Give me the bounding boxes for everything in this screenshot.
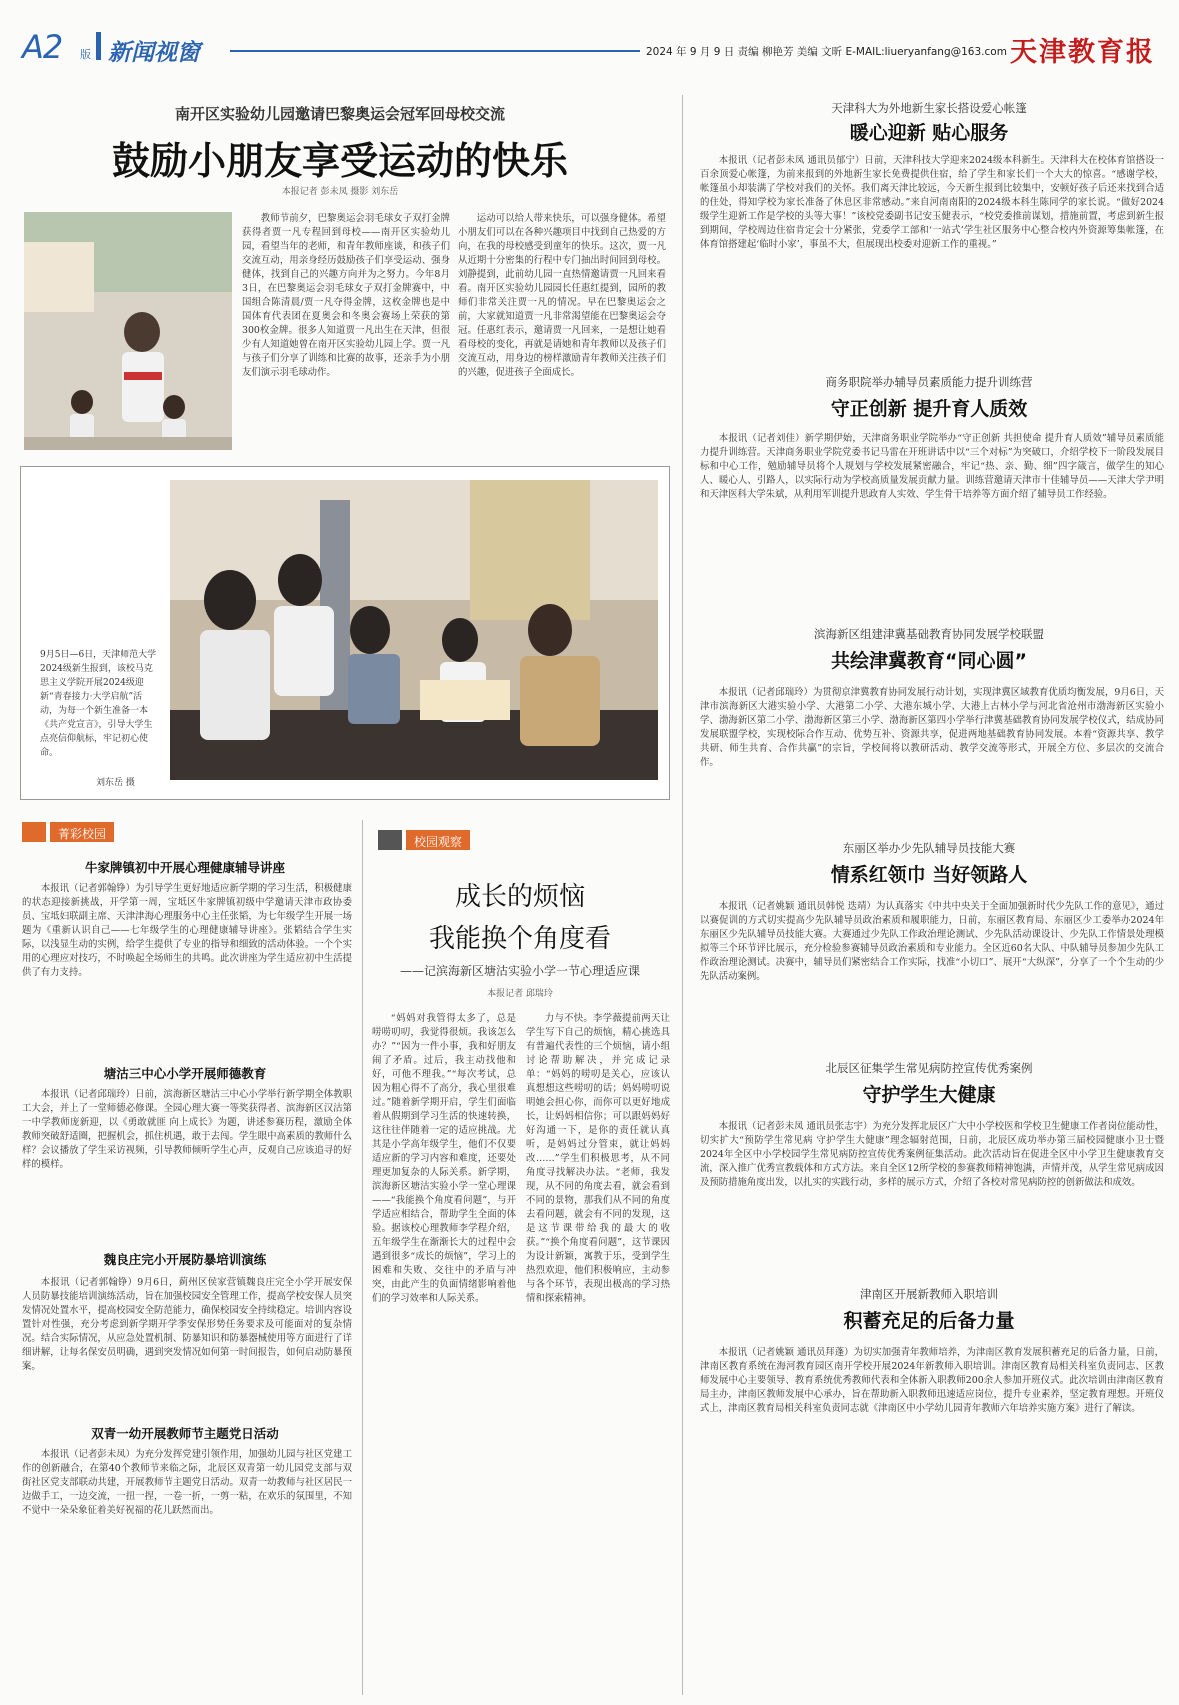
left-item-4-body: 本报讯（记者彭未凤）为充分发挥党建引领作用，加强幼儿园与社区党建工作的创新融合，在第40个教师节来临之际，北辰区双青第一幼儿园党支部与双街社区党支部联动共建，开展教师节主题党日活动。双青一幼教师与社区居民一边做手工，一边交流，一扭一捏，一卷一折，一剪一粘，在欢乐的氛围里，不知不觉中一朵朵象征着美好祝福的花儿跃然而出。 [22, 1449, 352, 1516]
campus-section-tag: 菁彩校园 [50, 822, 114, 842]
right-item-5-body: 本报讯（记者彭未凤 通讯员张志宇）为充分发挥北辰区广大中小学校医和学校卫生健康工作者岗位能动性，切实扩大“预防学生常见病 守护学生大健康”理念辐射范围，日前，北辰区成功举办第三届校园健康小卫士暨2024年全区中小学校园学生常见病防控宣传优秀案例征集活动。此次活动旨在促进全区中小学卫生健康教育交流，深入推广优秀宣教载体和方式方法。来自全区12所学校的参赛教师精神饱满，声情并茂，从学生常见病成因及预防措施角度出发，以扎实的实践行动，多样的展示方式，介绍了各校对常见病防控的创新做法和成效。 [700, 1121, 1164, 1188]
right-item-1-body: 本报讯（记者彭未凤 通讯员郁宁）日前，天津科技大学迎来2024级本科新生。天津科大在校体育馆搭设一百余顶爱心帐篷，为前来报到的外地新生家长免费提供住宿，给了学生和家长们一个大大的惊喜。“感谢学校，帐篷虽小却装满了学校对我们的关怀。我们离天津比较远，今天新生报到比较集中，安顿好孩子后还来找到合适的住处，得知学校为家长准备了休息区非常感动。”来自河南南阳的2024级本科生陈同学的家长说。“做好2024级学生迎新工作是学校的头等大事！”该校党委副书记安玉健表示，“校党委推前谋划，措施前置，考虑到新生报到期间，学校周边住宿肯定会十分紧张，党委学工部和‘一站式’学生社区服务中心整合校内外资源筹集帐篷，在体育馆搭建起‘临时小家’，事虽不大，但展现出校委对迎新工作的重视。” [700, 155, 1164, 250]
left-item-1-title: 牛家牌镇初中开展心理健康辅导讲座 [84, 860, 285, 875]
lead-photo [24, 212, 232, 450]
photo-credit: 刘东岳 摄 [96, 778, 135, 788]
photo-caption: 9月5日—6日，天津师范大学2024级新生报到，该校马克思主义学院开展2024级迎新“青春接力·大学启航”活动，为每一个新生准备一本《共产党宣言》，引导大学生点亮信仰航标，牢记初心使命。 [40, 650, 157, 758]
left-item-2-title: 塘沽三中心小学开展师德教育 [103, 1066, 267, 1081]
right-item-4-title: 情系红领巾 当好领路人 [830, 864, 1028, 886]
right-item-3-body: 本报讯（记者邱瑞玲）为贯彻京津冀教育协同发展行动计划，实现津冀区域教育优质均衡发展，9月6日，天津市滨海新区大港实验小学、大港第二小学、大港东城小学、大港上古林小学与河北省沧州市渤海新区实验小学、渤海新区第二小学、渤海新区第三小学、渤海新区第四小学举行津冀基础教育协同发展学校仪式，结成协同发展联盟学校，实现校际合作互动、优势互补、资源共享，促进两地基础教育协同发展。本着“资源共享、教学共研、师生共育、合作共赢”的宗旨，学校间将以教研活动、教学交流等形式，开展全方位、多层次的交流合作。 [700, 687, 1164, 768]
left-item-1-body: 本报讯（记者郭翰铮）为引导学生更好地适应新学期的学习生活，积极健康的状态迎接新挑战，开学第一周，宝坻区牛家牌镇初级中学邀请天津市政协委员、宝坻妇联副主席、天津津海心理服务中心主任张韬，为七年级学生开展一场题为《重新认识自己——七年级学生的心理健康辅导讲座》。张韬结合学生实际，以浅显生动的实例，给学生提供了专业的指导和细致的活动体验。一个个实用的心理应对技巧，不时唤起全场师生的共鸣。此次讲座为学生适应初中生活提供了有力支持。 [22, 883, 352, 978]
newspaper-logo: 天津教育报 [1010, 37, 1155, 68]
mid-byline: 本报记者 邱瑞玲 [487, 989, 553, 999]
right-item-5-title: 守护学生大健康 [862, 1084, 996, 1106]
observe-section-tag: 校园观察 [406, 830, 470, 850]
right-item-1-title: 暖心迎新 贴心服务 [849, 122, 1009, 144]
mid-column-1: “妈妈对我管得太多了，总是唠唠叨叨，我觉得很烦。我该怎么办？”“因为一件小事，我和好朋友闹了矛盾。过后，我主动找他和好，可他不理我。”“每次考试，总因为粗心得不了高分，我心里很难过。”随着新学期开启，学生们面临着从假期到学习生活的快速转换，这往往伴随着一定的适应挑战。尤其是小学高年级学生，他们不仅要适应新的学习内容和难度，还要处理更加复杂的人际关系。新学期，滨海新区塘沽实验小学一堂心理课——“我能换个角度看问题”，与开学适应相结合，帮助学生全面的体验。据该校心理教师李学程介绍，五年级学生在渐渐长大的过程中会遇到很多“成长的烦恼”，学习上的困难和失败、交往中的矛盾与冲突，由此产生的负面情绪影响着他们的学习效率和人际关系。 [372, 1013, 516, 1304]
lead-headline: 鼓励小朋友享受运动的快乐 [111, 139, 568, 183]
right-item-4-kicker: 东丽区举办少先队辅导员技能大赛 [842, 841, 1016, 855]
issue-meta: 2024 年 9 月 9 日 责编 柳艳芳 美编 文昕 E-MAIL:liueryanfang@163.com [646, 46, 1007, 58]
right-item-6-kicker: 津南区开展新教师入职培训 [860, 1287, 998, 1301]
campus-section-icon [22, 822, 46, 842]
lead-kicker: 南开区实验幼儿园邀请巴黎奥运会冠军回母校交流 [174, 105, 505, 123]
mid-title-line-2: 我能换个角度看 [428, 924, 611, 954]
lead-column-1: 教师节前夕，巴黎奥运会羽毛球女子双打金牌获得者贾一凡专程回到母校——南开区实验幼儿园，看望当年的老师，和青年教师座谈，和孩子们交流互动，用亲身经历鼓励孩子们享受运动、强身健体，找到自己的兴趣方向并为之努力。今年8月3日，在巴黎奥运会羽毛球女子双打金牌赛中，中国组合陈清晨/贾一凡夺得金牌，这枚金牌也是中国体育代表团在夏奥会和冬奥会赛场上荣获的第300枚金牌。很多人知道贾一凡出生在天津，但很少有人知道她曾在南开区实验幼儿园上学。贾一凡与孩子们分享了训练和比赛的故事，还亲手为小朋友们演示羽毛球动作。 [242, 213, 450, 378]
right-item-2-title: 守正创新 提升育人质效 [830, 398, 1028, 420]
right-item-6-body: 本报讯（记者姚颖 通讯员拜蓬）为切实加强青年教师培养，为津南区教育发展积蓄充足的后备力量，日前，津南区教育系统在海河教育园区南开学校开展2024年新教师入职培训。津南区教育局相关科室负责同志、区教师发展中心主要领导、教育系统优秀教师代表和全体新入职教师200余人参加开班仪式。此次培训由津南区教育局主办，津南区教师发展中心承办，旨在帮助新入职教师迅速适应岗位，提升专业素养，坚定教育理想。开班仪式上，津南区教育局相关科室负责同志就《津南区中小学幼儿园青年教师六年培养实施方案》进行了解读。 [700, 1347, 1164, 1414]
page-number-suffix: 版 [80, 48, 91, 61]
column-separator-lower [362, 820, 363, 1695]
left-item-4-title: 双青一幼开展教师节主题党日活动 [91, 1426, 279, 1441]
left-item-2-body: 本报讯（记者邱瑞玲）日前，滨海新区塘沽三中心小学举行新学期全体教职工大会，并上了一堂师德必修课。全园心理大赛一等奖获得者、滨海新区汉沽第一中学教师庞新迎，以《勇敢就匪 向上成长》为题，讲述参赛历程，激励全体教师突破舒适圈，把握机会，抓住机遇，敢于去闯。学生眼中高素质的教师什么样？会议播放了学生采访视频，引导教师倾听学生心声，反观自己应该追寻的好样的模样。 [22, 1089, 352, 1170]
right-item-2-kicker: 商务职院举办辅导员素质能力提升训练营 [825, 375, 1033, 389]
right-item-3-title: 共绘津冀教育“同心圆” [831, 650, 1027, 672]
right-item-5-kicker: 北辰区征集学生常见病防控宣传优秀案例 [825, 1061, 1033, 1075]
left-item-3-title: 魏良庄完小开展防暴培训演练 [103, 1252, 267, 1267]
mid-column-2: 力与不快。李学薇提前两天让学生写下自己的烦恼，精心挑选具有普遍代表性的三个烦恼，请小组讨论帮助解决，并完成记录单：“妈妈的唠叨是关心，应该认真想想这些唠叨的话；妈妈唠叨说明她会担心你，而你可以更好地成长，让妈妈相信你；可以跟妈妈好好沟通一下，是你的责任就认真听，是妈妈过分管束，就让妈妈改……”学生们积极思考，从不同角度寻找解决办法。“老师，我发现，从不同的角度去看，就会看到不同的景物，那我们从不同的角度去看问题，就会有不同的发现，这是这节课带给我的最大的收获。”“换个角度看问题”，这节课因为设计新颖，寓教于乐，受到学生热烈欢迎，他们积极响应，主动参与各个环节，表现出极高的学习热情和探索精神。 [526, 1013, 670, 1304]
masthead-divider [96, 32, 101, 60]
right-item-3-kicker: 滨海新区组建津冀基础教育协同发展学校联盟 [814, 627, 1044, 641]
page-number: A2 [22, 28, 63, 66]
right-item-6-title: 积蓄充足的后备力量 [843, 1310, 1015, 1332]
masthead-rule [230, 50, 640, 52]
lead-column-2: 运动可以给人带来快乐，可以强身健体。希望小朋友们可以在各种兴趣项目中找到自己热爱的方向，在我的母校感受到童年的快乐。这次，贾一凡从近期十分密集的行程中专门抽出时间回到母校。刘静提到，此前幼儿园一直热情邀请贾一凡回来看看。南开区实验幼儿园园长任惠红提到，园所的教师们非常关注贾一凡的情况。早在巴黎奥运会之前，大家就知道贾一凡非常渴望能在巴黎奥运会夺冠。任惠红表示，邀请贾一凡回来，一是想让她看看母校的变化，再就是请她和青年教师以及孩子们交流互动，用身边的榜样激励青年教师关注孩子们的兴趣，促进孩子全面成长。 [458, 213, 666, 378]
feature-photo [170, 480, 658, 780]
observe-section-icon [378, 830, 402, 850]
feature-photo-illustration [170, 480, 658, 780]
lead-byline: 本报记者 彭未凤 摄影 刘东岳 [281, 187, 399, 197]
section-title: 新闻视窗 [108, 40, 200, 66]
right-item-4-body: 本报讯（记者姚颖 通讯员韩悦 迭靖）为认真落实《中共中央关于全面加强新时代少先队工作的意见》，通过以赛促训的方式切实提高少先队辅导员政治素质和履职能力，日前，东丽区教育局、东丽区少工委举办2024年东丽区少先队辅导员技能大赛。大赛通过少先队工作政治理论测试、少先队活动课设计、少先队工作情景处理模拟等三个环节评比展示，充分检验参赛辅导员政治素质和专业能力。全区近60名大队、中队辅导员参加少先队工作政治理论测试。决赛中，辅导员们紧密结合工作实际，找准“小切口”、展开“大纵深”，分享了一个个生动的少先队活动案例。 [700, 901, 1164, 982]
left-item-3-body: 本报讯（记者郭翰铮）9月6日，蓟州区侯家营镇魏良庄完全小学开展安保人员防暴技能培训演练活动，旨在加强校园安全管理工作，提高学校安保人员突发情况处置水平，提高校园安全防范能力，确保校园安全持续稳定。培训内容设置针对性强，充分考虑到新学期开学季安保形势任务要求及可能面对的复杂情况。结合实际情况，从应急处置机制、防暴知识和防暴器械使用等方面进行了详细讲解，让每名保安员明确，遇到突发情况如何第一时间报告，如何启动防暴预案。 [22, 1277, 352, 1372]
right-item-2-body: 本报讯（记者刘佳）新学期伊始，天津商务职业学院举办“守正创新 共担使命 提升育人质效”辅导员素质能力提升训练营。天津商务职业学院党委书记马雷在开班讲话中以“三个对标”为突破口，介绍学校下一阶段发展目标和中心工作，勉励辅导员将个人规划与学校发展紧密融合，牢记“热、亲、勤、细”四字箴言，做学生的知心人、暖心人、引路人，以实际行动为学校高质量发展贡献力量。训练营邀请天津市十佳辅导员——天津大学尹明和天津医科大学朱斌，从利用军训提升思政育人实效、学生骨干培养等方面介绍了辅导员工作经验。 [700, 433, 1164, 500]
lead-photo-illustration [24, 212, 232, 450]
mid-title-line-1: 成长的烦恼 [454, 882, 585, 912]
right-item-1-kicker: 天津科大为外地新生家长搭设爱心帐篷 [831, 101, 1027, 115]
mid-subtitle: ——记滨海新区塘沽实验小学一节心理适应课 [399, 964, 640, 978]
column-separator-right [682, 95, 683, 1695]
